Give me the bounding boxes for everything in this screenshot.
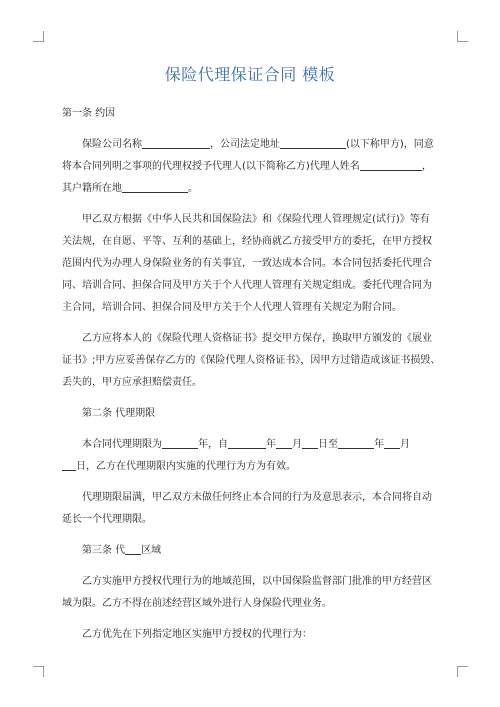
term-years-blank [162,436,198,449]
article-1-heading: 第一条 约因 [62,108,116,119]
article-1-p3-line: 证书》;甲方应妥善保存乙方的《保险代理人资格证书》，因甲方过错造成该证书损毁、 [62,355,441,366]
start-year-blank [228,436,266,449]
article-2-p1-line-1: 本合同代理期限为 年，自 年 月 日至 年 月 [62,434,446,456]
article-1-p3-line: 丢失的，甲方应承担赔偿责任。 [62,377,202,388]
article-1-p1-line-2: 将本合同列明之事项的代理权授予代理人(以下简称乙方)代理人姓名 ， [62,156,446,178]
article-2-p2-line: 代理期限届满，甲乙双方未做任何终止本合同的行为及意思表示，本合同将自动 [82,492,432,503]
end-day-blank [62,458,76,471]
heading-blank [125,542,141,555]
end-year-blank [338,436,374,449]
article-1-p3-line: 乙方应将本人的《保险代理人资格证书》提交甲方保存，换取甲方颁发的《展业 [82,333,432,344]
article-1-p2-line: 同、培训合同、担保合同及甲方关于个人代理人管理有关规定组成。委托代理合同为 [62,280,432,291]
crop-mark-bottom-left [33,666,44,677]
article-1-p2-line: 主合同，培训合同、担保合同及甲方关于个人代理人管理有关规定为附合同。 [62,302,402,313]
article-1-p1-line-1: 保险公司名称 ，公司法定地址 (以下称甲方)，同意 [62,134,446,156]
crop-mark-top-left [33,31,44,42]
article-3-p2-line: 乙方优先在下列指定地区实施甲方授权的代理行为： [82,629,312,640]
company-name-blank [142,136,210,149]
company-address-blank [280,136,346,149]
article-1-p2-line: 关法规，在自愿、平等、互利的基础上，经协商就乙方接受甲方的委托，在甲方授权 [62,236,432,247]
document-body [62,103,446,646]
end-month-blank [384,436,400,449]
start-day-blank [302,436,318,449]
article-1-p2-line: 甲乙双方根据《中华人民共和国保险法》和《保险代理人管理规定(试行)》等有 [82,214,430,225]
crop-mark-top-right [457,31,468,42]
domicile-blank [122,180,188,193]
article-3-p1-line: 乙方实施甲方授权代理行为的地域范围，以中国保险监督部门批准的甲方经营区 [82,576,432,587]
article-2-heading: 第二条 代理期限 [82,408,156,419]
article-3-p1-line: 域为限。乙方不得在前述经营区域外进行人身保险代理业务。 [62,598,332,609]
document-title: 保险代理保证合同 模板 [164,65,336,84]
article-1-p1-line-3: 其户籍所在地 。 [62,178,446,200]
article-2-p2-line: 延长一个代理期限。 [62,514,152,525]
article-1-p2-line: 范围内代为办理人身保险业务的有关事宜，一致达成本合同。本合同包括委托代理合 [62,258,432,269]
crop-mark-bottom-right [457,666,468,677]
start-month-blank [276,436,292,449]
agent-name-blank [360,158,422,171]
article-2-p1-line-2: 日，乙方在代理期限内实施的代理行为方为有效。 [62,456,446,478]
article-3-heading: 第三条 代 区域 [62,540,446,562]
